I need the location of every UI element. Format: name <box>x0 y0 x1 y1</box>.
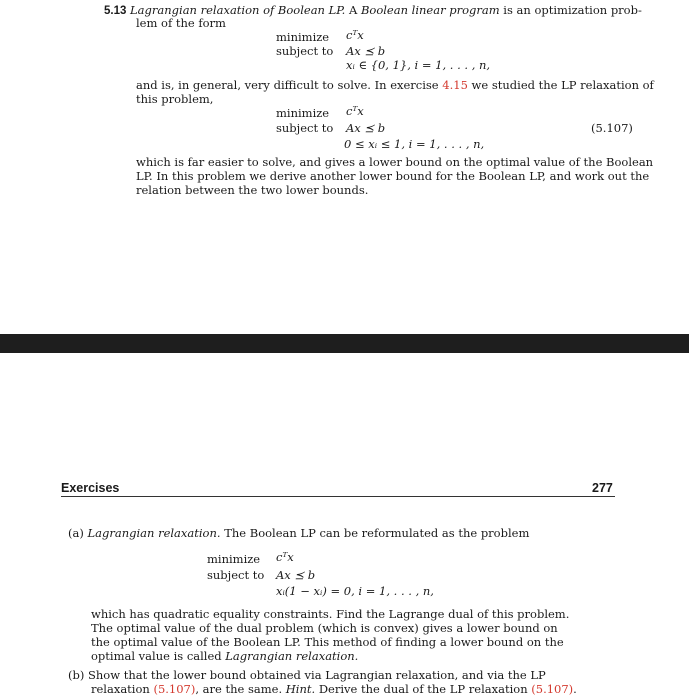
part-b-text-2a: relaxation <box>91 682 150 696</box>
exercise-number: 5.13 <box>104 5 127 17</box>
minimize-keyword: minimize <box>207 552 261 566</box>
part-a-title: Lagrangian relaxation. <box>87 526 221 540</box>
equation-number: (5.107) <box>591 121 633 135</box>
part-a-para-line-3: the optimal value of the Boolean LP. This method of finding a lower bound on the <box>91 635 564 649</box>
section-title: Exercises <box>61 481 120 495</box>
part-b-line-1 <box>68 668 546 682</box>
subject-to-keyword: subject to <box>276 44 334 58</box>
exercise-title: Lagrangian relaxation of Boolean LP. <box>130 3 346 17</box>
part-b-line-2 <box>91 682 577 696</box>
constraint-inequality: Ax ⪯ b <box>346 44 386 58</box>
part-b-text-2d: . <box>573 682 577 696</box>
intro-text-a: A <box>348 3 358 17</box>
part-a-para-line-1: which has quadratic equality constraints. Find the Lagrange dual of this problem. <box>91 607 570 621</box>
constraint-box: 0 ≤ xᵢ ≤ 1, i = 1, . . . , n, <box>344 137 485 151</box>
constraint-quadratic: xᵢ(1 − xᵢ) = 0, i = 1, . . . , n, <box>276 584 434 598</box>
subject-to-keyword: subject to <box>276 121 334 135</box>
part-a-para-line-2: The optimal value of the dual problem (which is convex) gives a lower bound on <box>91 621 558 635</box>
part-a-para-line-4 <box>91 649 358 663</box>
part-b-text-1: Show that the lower bound obtained via Lagrangian relaxation, and via the LP <box>88 668 546 682</box>
subject-to-keyword: subject to <box>207 568 265 582</box>
part-a-text: The Boolean LP can be reformulated as the problem <box>224 526 530 540</box>
hint-label: Hint. <box>285 682 316 696</box>
exercise-heading <box>104 3 642 17</box>
part-a-label: (a) <box>68 526 84 540</box>
exercise-ref-link[interactable]: 4.15 <box>442 78 468 92</box>
objective: cᵀx <box>346 28 364 42</box>
paragraph-3-line-3: relation between the two lower bounds. <box>136 183 369 197</box>
intro-line-2: lem of the form <box>136 16 226 30</box>
paragraph-2-line-1 <box>136 78 654 92</box>
objective: cᵀx <box>346 104 364 118</box>
constraint-inequality: Ax ⪯ b <box>346 121 386 135</box>
para2-text-a: and is, in general, very difficult to solve. In exercise <box>136 78 439 92</box>
constraint-inequality: Ax ⪯ b <box>276 568 316 582</box>
minimize-keyword: minimize <box>276 30 330 44</box>
part-b-text-2b: , are the same. <box>195 682 283 696</box>
paragraph-3-line-2: LP. In this problem we derive another lower bound for the Boolean LP, and work out the <box>136 169 650 183</box>
intro-text-c: is an optimization prob- <box>503 3 642 17</box>
para2-text-b: we studied the LP relaxation of <box>471 78 654 92</box>
equation-ref-link[interactable]: (5.107) <box>153 682 196 696</box>
minimize-keyword: minimize <box>276 106 330 120</box>
objective: cᵀx <box>276 550 294 564</box>
page-number: 277 <box>592 481 613 495</box>
part-b-text-2c: Derive the dual of the LP relaxation <box>318 682 528 696</box>
page-separator-band <box>0 334 689 353</box>
constraint-boolean: xᵢ ∈ {0, 1}, i = 1, . . . , n, <box>346 58 491 72</box>
intro-term: Boolean linear program <box>360 3 500 17</box>
header-rule <box>61 496 615 497</box>
paragraph-3-line-1: which is far easier to solve, and gives a lower bound on the optimal value of the Boolean <box>136 155 654 169</box>
part-a-last-term: Lagrangian relaxation. <box>225 649 359 663</box>
part-b-label: (b) <box>68 668 85 682</box>
part-a-heading <box>68 526 529 540</box>
paragraph-2-line-2: this problem, <box>136 92 214 106</box>
equation-ref-link-2[interactable]: (5.107) <box>531 682 574 696</box>
part-a-last-text: optimal value is called <box>91 649 222 663</box>
